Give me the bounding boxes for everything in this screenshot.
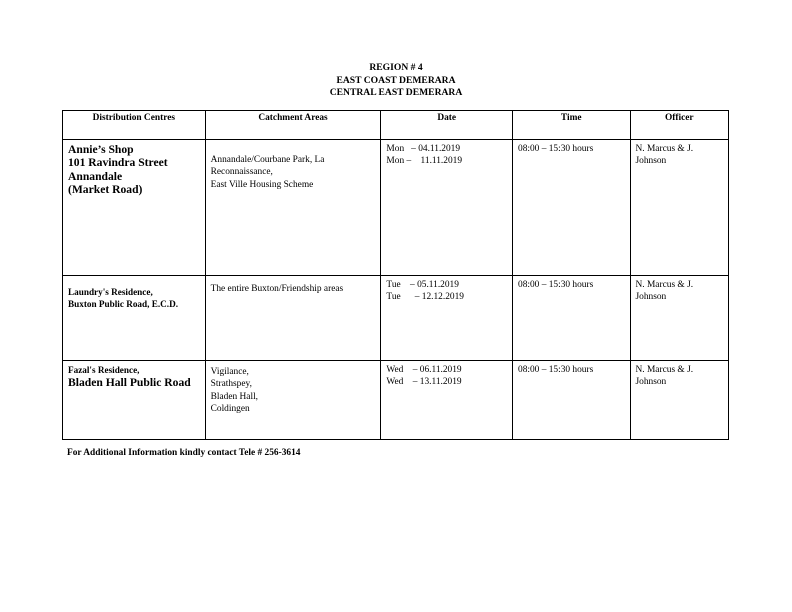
header-subregion: EAST COAST DEMERARA (336, 74, 456, 86)
time-cell (513, 276, 631, 361)
catchment-areas-cell (205, 276, 381, 361)
centre-locality: Annandale (68, 169, 123, 183)
centre-landmark: (Market Road) (68, 183, 143, 197)
catchment-line: The entire Buxton/Friendship areas (210, 284, 344, 294)
table-row (63, 140, 729, 276)
catchment-areas-cell (205, 361, 381, 440)
date-cell (381, 276, 513, 361)
centre-name: Annie’s Shop (68, 143, 134, 156)
header-region: REGION # 4 (369, 62, 423, 73)
officer-line: N. Marcus & J. (635, 280, 694, 290)
distribution-table (62, 110, 729, 440)
contact-footer: For Additional Information kindly contact Tele # 256-3614 (67, 448, 301, 458)
time-value: 08:00 – 15:30 hours (518, 280, 594, 290)
table-header-row (63, 111, 729, 140)
date-line: Mon – 04.11.2019 (386, 144, 461, 154)
time-cell (513, 140, 631, 276)
date-cell (381, 140, 513, 276)
column-header-date: Date (381, 111, 513, 140)
distribution-centre-cell (63, 140, 206, 276)
catchment-line: East Ville Housing Scheme (210, 179, 314, 190)
officer-line: Johnson (635, 156, 667, 167)
centre-address: Buxton Public Road, E.C.D. (68, 299, 179, 310)
date-line: Wed – 13.11.2019 (386, 377, 462, 388)
catchment-line: Vigilance, (210, 367, 249, 377)
officer-line: N. Marcus & J. (635, 144, 694, 154)
date-line: Mon – 11.11.2019 (386, 156, 463, 167)
catchment-line: Annandale/Courbane Park, La (210, 155, 325, 165)
date-line: Wed – 06.11.2019 (386, 365, 462, 375)
officer-line: Johnson (635, 292, 667, 303)
column-header-officer: Officer (630, 111, 728, 140)
document-header (0, 62, 792, 100)
distribution-centre-cell (63, 361, 206, 440)
time-value: 08:00 – 15:30 hours (518, 144, 594, 154)
distribution-centre-cell (63, 276, 206, 361)
catchment-line: Coldingen (210, 403, 250, 414)
officer-cell (630, 140, 728, 276)
date-line: Tue – 05.11.2019 (386, 280, 459, 290)
time-cell (513, 361, 631, 440)
column-header-catchment-areas: Catchment Areas (205, 111, 381, 140)
header-area: CENTRAL EAST DEMERARA (329, 87, 463, 98)
centre-address: Bladen Hall Public Road (68, 376, 191, 390)
catchment-areas-cell (205, 140, 381, 276)
catchment-line: Bladen Hall, (210, 391, 259, 402)
column-header-distribution-centres: Distribution Centres (63, 111, 206, 140)
table-row (63, 361, 729, 440)
column-header-time: Time (513, 111, 631, 140)
date-line: Tue – 12.12.2019 (386, 292, 464, 303)
time-value: 08:00 – 15:30 hours (518, 365, 594, 375)
officer-cell (630, 361, 728, 440)
catchment-line: Strathspey, (210, 379, 252, 390)
officer-cell (630, 276, 728, 361)
centre-name: Laundry's Residence, (68, 287, 153, 297)
centre-address: 101 Ravindra Street (68, 156, 168, 170)
officer-line: Johnson (635, 377, 667, 388)
centre-name: Fazal's Residence, (68, 365, 140, 375)
table-row (63, 276, 729, 361)
officer-line: N. Marcus & J. (635, 365, 694, 375)
date-cell (381, 361, 513, 440)
catchment-line: Reconnaissance, (210, 167, 273, 178)
